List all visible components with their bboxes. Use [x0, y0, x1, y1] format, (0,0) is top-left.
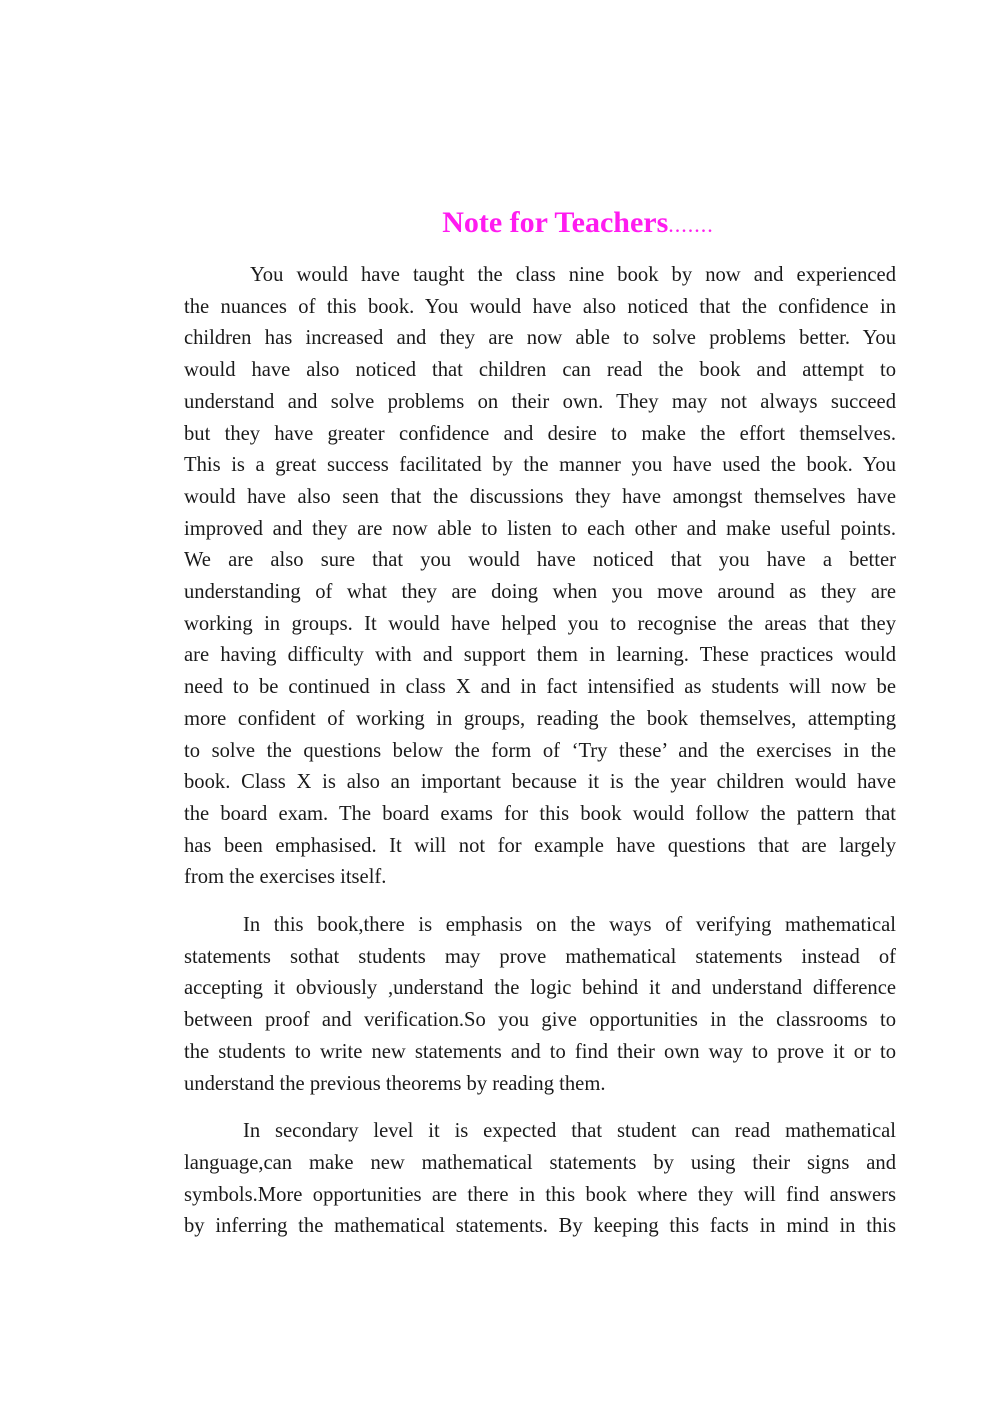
page-title	[184, 200, 896, 248]
paragraph-line: understand the previous theorems by reading them.	[184, 1072, 606, 1095]
paragraph-line: You would have taught the class nine book by now and experienced	[250, 264, 896, 286]
paragraph-line: In secondary level it is expected that student can read mathematical	[243, 1120, 896, 1143]
title-ellipsis: .......	[668, 212, 714, 237]
paragraph-spacer	[184, 894, 896, 910]
paragraph-line: We are also sure that you would have noticed that you have a better	[184, 549, 896, 572]
document-page	[184, 200, 896, 1243]
paragraph-line: the board exam. The board exams for this book would follow the pattern that	[184, 802, 896, 825]
paragraph-line: has been emphasised. It will not for example have questions that are largely	[184, 834, 896, 857]
paragraph-line: the students to write new statements and to find their own way to prove it or to	[184, 1040, 896, 1063]
paragraph-line: statements sothat students may prove mathematical statements instead of	[184, 945, 896, 968]
paragraph-line: In this book,there is emphasis on the ways of verifying mathematical	[243, 914, 896, 937]
paragraph-line: accepting it obviously ,understand the logic behind it and understand difference	[184, 977, 896, 1000]
paragraph-line: book. Class X is also an important because it is the year children would have	[184, 771, 896, 794]
paragraph-line: to solve the questions below the form of ‘Try these’ and the exercises in the	[184, 739, 896, 762]
paragraph-line: but they have greater confidence and desire to make the effort themselves.	[184, 422, 896, 445]
paragraph-spacer	[184, 1100, 896, 1116]
paragraph-line: more confident of working in groups, reading the book themselves, attempting	[184, 707, 896, 730]
paragraph-line: need to be continued in class X and in fact intensified as students will now be	[184, 676, 896, 699]
paragraph-line: working in groups. It would have helped you to recognise the areas that they	[184, 612, 896, 635]
paragraph-line: between proof and verification.So you give opportunities in the classrooms to	[184, 1009, 896, 1032]
paragraph-line: by inferring the mathematical statements. By keeping this facts in mind in this	[184, 1215, 896, 1238]
paragraph-line: would have also seen that the discussions they have amongst themselves have	[184, 485, 896, 508]
paragraph-2	[184, 910, 896, 1100]
paragraph-line: symbols.More opportunities are there in this book where they will find answers	[184, 1183, 896, 1206]
paragraph-line: the nuances of this book. You would have also noticed that the confidence in	[184, 295, 896, 318]
paragraph-line: understanding of what they are doing when you move around as they are	[184, 581, 896, 604]
paragraph-line: are having difficulty with and support them in learning. These practices would	[184, 644, 896, 667]
paragraph-line: improved and they are now able to listen to each other and make useful points.	[184, 517, 896, 540]
paragraph-line: language,can make new mathematical statements by using their signs and	[184, 1151, 896, 1174]
paragraph-line: would have also noticed that children can read the book and attempt to	[184, 359, 896, 382]
paragraph-line: children has increased and they are now able to solve problems better. You	[184, 327, 896, 350]
title-text: Note for Teachers	[442, 206, 669, 239]
paragraph-line: This is a great success facilitated by the manner you have used the book. You	[184, 454, 896, 477]
paragraph-3	[184, 1116, 896, 1243]
paragraph-1	[184, 260, 896, 894]
paragraph-line: from the exercises itself.	[184, 866, 387, 889]
paragraph-line: understand and solve problems on their own. They may not always succeed	[184, 390, 896, 413]
